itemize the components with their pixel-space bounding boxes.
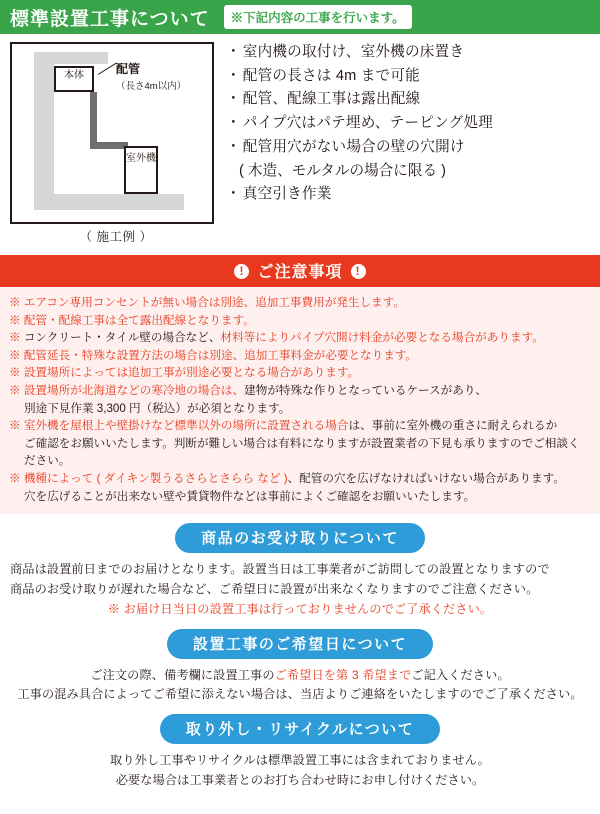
caution-text: は、事前に室外機の重さに耐えられるか (348, 419, 558, 433)
caution-line (9, 364, 591, 382)
list-item-label: 配管の長さは 4m まで可能 (242, 67, 420, 84)
list-item (226, 113, 590, 134)
caution-text: ご確認をお願いいたします。判断が難しい場合は有料になりますが設置業者の下見も承りますのでご相談ください。 (24, 436, 580, 468)
caution-text: エアコン専用コンセントが無い場合は別途、追加工事費用が発生します。 (23, 296, 405, 309)
list-item-label: パイプ穴はパテ埋め、テーピング処理 (242, 115, 493, 132)
asterisk-icon: ※ (9, 331, 24, 345)
caution-text: 機種によって ( ダイキン製うるさらとさらら など ) (23, 472, 288, 486)
page-header (0, 0, 600, 34)
asterisk-icon: ※ (9, 384, 24, 398)
caution-line (9, 470, 591, 488)
caution-text: 配管延長・特殊な設置方法の場合は別途、追加工事料金が必要となります。 (23, 348, 418, 362)
asterisk-icon: ※ (9, 419, 24, 433)
pipe-shape-vertical (90, 92, 97, 148)
section-text: ※ お届け日当日の設置工事は行っておりませんのでご了承ください。 (107, 601, 493, 616)
indoor-unit-box: 本体 (54, 66, 94, 92)
installation-diagram (10, 42, 214, 224)
caution-line (9, 435, 591, 470)
section-text: ご記入ください。 (411, 667, 510, 682)
section-text: ご注文の際、備考欄に設置工事の (90, 667, 275, 682)
section-paragraph (10, 560, 590, 580)
caution-title: ご注意事項 (257, 264, 343, 281)
section-text: 工事の混み具合によってご希望に添えない場合は、当店よりご連絡をいたしますのでご了承ください。 (17, 687, 583, 702)
pipe-label (116, 60, 186, 92)
caution-line (9, 382, 591, 400)
caution-text: 室外機を屋根上や壁掛けなど標準以外の場所に設置される場合 (23, 419, 349, 433)
diagram-area (10, 42, 222, 245)
section-text: 取り外し工事やリサイクルは標準設置工事には含まれておりません。 (110, 753, 490, 768)
page-title: 標準設置工事について (10, 8, 210, 30)
caution-header (0, 255, 600, 287)
list-item-note: ( 木造、モルタルの場合に限る ) (239, 162, 446, 179)
bullet-dot-icon: ・ (226, 67, 241, 84)
caution-line (9, 312, 591, 330)
diagram-caption: （ 施工例 ） (79, 230, 153, 244)
section-title-pill: 商品のお受け取りについて (175, 523, 425, 553)
bullet-list (222, 42, 590, 245)
caution-text: コンクリート・タイル壁の場合など、 (23, 331, 221, 345)
caution-line (9, 347, 591, 365)
exclamation-icon: ! (351, 264, 366, 279)
asterisk-icon: ※ (9, 313, 24, 327)
caution-text: 建物が特殊な作りとなっているケースがあり、 (244, 384, 488, 398)
section-text: 商品は設置前日までのお届けとなります。設置当日は工事業者がご訪問しての設置となりますので (10, 562, 550, 577)
outdoor-unit-box: 室外機 (124, 146, 158, 194)
list-item (226, 42, 590, 63)
asterisk-icon: ※ (9, 348, 24, 362)
section-paragraph (10, 580, 590, 600)
bullet-dot-icon: ・ (226, 91, 241, 108)
list-item-label: 配管用穴がない場合の壁の穴開け (242, 138, 465, 155)
section-paragraph (10, 685, 590, 705)
asterisk-icon: ※ (9, 366, 24, 380)
caution-line (9, 294, 591, 312)
caution-text: 材料等によりパイプ穴開け料金が必要となる場合があります。 (220, 331, 544, 345)
list-item-label: 室内機の取付け、室外機の床置き (242, 44, 465, 60)
list-item (226, 184, 590, 205)
standard-work-section (0, 34, 600, 255)
list-item (226, 89, 590, 110)
caution-text: 設置場所によっては追加工事が別途必要となる場合があります。 (23, 366, 360, 380)
caution-text: 配管・配線工事は全て露出配線となります。 (23, 313, 255, 327)
pipe-shape-horizontal (90, 142, 128, 149)
section-paragraph (10, 771, 590, 791)
list-item-label: 真空引き作業 (242, 186, 332, 203)
ceiling-shape (54, 52, 108, 64)
section-title-pill: 設置工事のご希望日について (167, 629, 433, 659)
caution-text: 別途下見作業 3,300 円（税込）が必須となります。 (24, 401, 291, 415)
asterisk-icon: ※ (9, 296, 24, 309)
header-note-badge: ※下記内容の工事を行います。 (224, 5, 412, 29)
caution-line (9, 488, 591, 506)
leader-line (98, 62, 117, 75)
section-paragraph (10, 600, 590, 620)
caution-text: 、配管の穴を広げなければいけない場合があります。 (287, 472, 565, 486)
bullet-dot-icon: ・ (226, 115, 241, 132)
bullet-dot-icon: ・ (226, 44, 241, 60)
caution-line (9, 417, 591, 435)
pipe-label-sub: （長さ4m以内） (116, 81, 187, 92)
pipe-label-text: 配管 (116, 62, 141, 76)
caution-line (9, 329, 591, 347)
section-text: 必要な場合は工事業者とのお打ち合わせ時にお申し付けください。 (115, 772, 485, 787)
list-item (226, 66, 590, 87)
bullet-dot-icon: ・ (226, 186, 241, 203)
additional-sections (0, 523, 600, 790)
section-paragraph (10, 751, 590, 771)
section-title-pill: 取り外し・リサイクルについて (160, 714, 441, 744)
caution-text: 設置場所が北海道などの寒冷地の場合は、 (23, 384, 245, 398)
bullet-dot-icon: ・ (226, 138, 241, 155)
caution-line (9, 400, 591, 418)
asterisk-icon: ※ (9, 472, 24, 486)
section-paragraph (10, 666, 590, 686)
floor-shape-horizontal (34, 194, 184, 210)
list-item-label: 配管、配線工事は露出配線 (242, 91, 421, 108)
list-item (226, 137, 590, 158)
caution-text: 穴を広げることが出来ない壁や賃貸物件などは事前によくご確認をお願いいたします。 (24, 489, 476, 503)
exclamation-icon: ! (234, 264, 249, 279)
wall-shape-vertical (34, 52, 54, 194)
section-text: ご希望日を第 3 希望まで (274, 667, 412, 682)
caution-body (0, 287, 600, 514)
section-text: 商品のお受け取りが遅れた場合など、ご希望日に設置が出来なくなりますのでご注意ください。 (10, 582, 539, 597)
